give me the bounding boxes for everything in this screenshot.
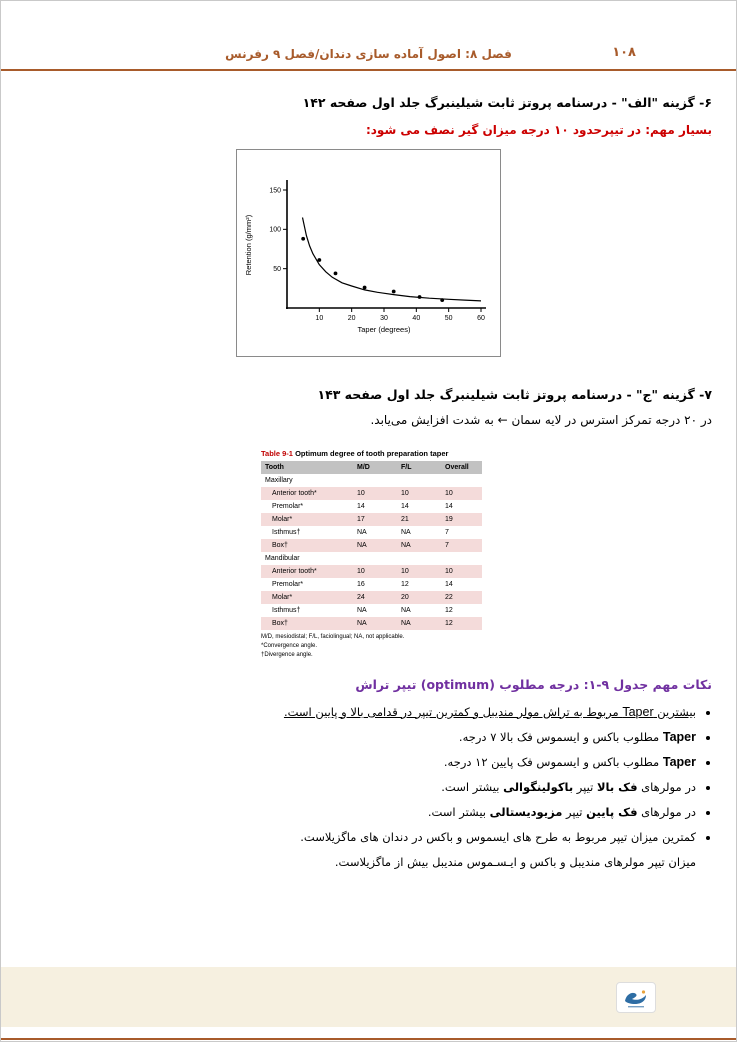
table-cell: 10 (397, 565, 441, 578)
note-segment: مربوط به تراش مولر مندیبل و کمترین تیپر در قدامی بالا و پایین است. (283, 704, 623, 719)
table-header-cell: M/D (353, 461, 397, 474)
table-cell: Box† (261, 539, 353, 552)
svg-text:60: 60 (477, 314, 485, 322)
table-cell: 19 (441, 513, 482, 526)
table-cell: 7 (445, 528, 449, 536)
bottom-rule (1, 1038, 736, 1040)
table-cell: 10 (353, 487, 397, 500)
table-cell: Isthmus† (272, 528, 301, 536)
svg-text:50: 50 (444, 314, 453, 322)
note-segment: مطلوب باکس و ایسموس فک پایین ۱۲ درجه. (443, 754, 663, 769)
table-row (261, 591, 482, 604)
table-cell: NA (401, 528, 411, 536)
note-item (25, 750, 696, 775)
notes-list (25, 700, 712, 875)
note-segment: بیشتر است. (441, 779, 504, 794)
table-footnote: †Divergence angle. (261, 652, 313, 659)
table-cell: 14 (445, 580, 453, 588)
table-row (261, 513, 482, 526)
table-cell: 10 (397, 487, 441, 500)
svg-text:150: 150 (269, 187, 281, 195)
notes-heading: نکات مهم جدول ۹-۱: درجه مطلوب (optimum) تیپر تراش (355, 676, 712, 692)
note-item (25, 825, 696, 850)
table-cell: NA (397, 617, 441, 630)
table-cell: 21 (397, 513, 441, 526)
svg-text:30: 30 (380, 314, 388, 322)
table-cell: NA (357, 606, 367, 614)
note-segment: تیپر (573, 779, 597, 794)
svg-text:Retention (g/mm²): Retention (g/mm²) (244, 214, 253, 276)
header-rule (1, 69, 736, 71)
table-cell: 10 (441, 565, 482, 578)
table-cell: Box† (261, 617, 353, 630)
table-cell: Anterior tooth* (261, 487, 353, 500)
table-cell: 12 (401, 580, 409, 588)
svg-text:100: 100 (269, 226, 281, 234)
note-segment: میزان تیپر مولرهای مندیبل و باکس و ایـسـموس مندیبل بیش از ماگزیلاست. (334, 854, 696, 869)
table-cell: 7 (441, 539, 482, 552)
item6-important-note: بسیار مهم: در تیپرحدود ۱۰ درجه میزان گیر نصف می شود: (365, 122, 712, 137)
taper-table (261, 461, 482, 630)
table-cell: Molar* (261, 513, 353, 526)
table-row (261, 604, 482, 617)
note-segment: کمترین میزان تیپر مربوط به طرح های ایسموس و باکس در دندان های ماگزیلاست. (300, 829, 696, 844)
table-row (261, 526, 482, 539)
table-header-cell: F/L (397, 461, 441, 474)
table-cell: Isthmus† (272, 606, 301, 614)
footer-band (1, 967, 736, 1027)
note-item (25, 725, 696, 750)
table-cell: Anterior tooth* (261, 565, 353, 578)
table-cell: 14 (357, 502, 365, 510)
svg-text:40: 40 (412, 314, 421, 322)
note-segment: فک بالا (596, 779, 638, 794)
item7-title: ۷- گزینه "ج" - درسنامه پروتز ثابت شیلینبرگ جلد اول صفحه ۱۴۳ (317, 386, 712, 402)
table-section-row (261, 552, 482, 565)
table-header-row (261, 461, 482, 474)
table-cell: 10 (441, 487, 482, 500)
note-segment: بیشتر است. (427, 804, 490, 819)
table-section-label: Mandibular (265, 554, 300, 562)
table-cell: Premolar* (272, 502, 304, 510)
svg-text:20: 20 (347, 314, 356, 322)
retention-chart-figure (236, 149, 501, 357)
item7-body: در ۲۰ درجه تمرکز استرس در لایه سمان ← به شدت افزایش می‌یابد. (370, 412, 712, 427)
table-cell: Molar* (261, 591, 353, 604)
table-row (261, 617, 482, 630)
table-caption-label: Table 9-1 (261, 448, 293, 458)
table-cell: 22 (441, 591, 482, 604)
note-segment: در مولرهای (637, 804, 696, 819)
table-cell: 10 (353, 565, 397, 578)
retention-chart-svg (237, 150, 500, 356)
publisher-logo-icon (619, 985, 653, 1011)
note-segment: مزیودیستالی (489, 804, 563, 819)
table-figure (261, 449, 482, 661)
note-item (25, 700, 696, 725)
publisher-logo (616, 982, 656, 1013)
table-section-row (261, 474, 482, 487)
table-caption-text: Optimum degree of tooth preparation taper (295, 448, 449, 458)
svg-text:50: 50 (273, 265, 281, 273)
svg-text:Taper (degrees): Taper (degrees) (357, 324, 411, 334)
note-segment: تیپر (562, 804, 587, 819)
note-segment: Taper (662, 754, 696, 769)
table-cell: NA (357, 528, 367, 536)
table-footnote: M/D, mesiodistal; F/L, faciolingual; NA, not applicable. (261, 633, 405, 640)
table-row (261, 487, 482, 500)
table-header-cell: Overall (441, 461, 482, 474)
note-segment: Taper (622, 704, 654, 719)
note-segment: مطلوب باکس و ایسموس فک بالا ۷ درجه. (458, 729, 663, 744)
table-footnotes (261, 633, 482, 661)
table-cell: 14 (445, 502, 453, 510)
note-segment: فک پایین (586, 804, 638, 819)
note-item (25, 775, 696, 800)
table-body (261, 474, 482, 630)
svg-text:10: 10 (315, 314, 324, 322)
note-item (25, 800, 696, 825)
page-number: ۱۰۸ (612, 45, 636, 60)
table-cell: Premolar* (272, 580, 304, 588)
table-section-label: Maxillary (265, 476, 293, 484)
note-segment: در مولرهای (637, 779, 696, 794)
table-cell: 24 (353, 591, 397, 604)
page-header (1, 1, 736, 69)
note-segment: Taper (662, 729, 696, 744)
table-row (261, 578, 482, 591)
page-content (1, 95, 736, 875)
table-row (261, 565, 482, 578)
table-caption (261, 449, 482, 458)
table-row (261, 539, 482, 552)
table-row (261, 500, 482, 513)
table-footnote: *Convergence angle. (261, 643, 318, 650)
table-cell: NA (401, 606, 411, 614)
chapter-title: فصل ۸: اصول آماده سازی دندان/فصل ۹ رفرنس (225, 47, 512, 61)
table-cell: NA (353, 617, 397, 630)
note-segment: بیشترین (653, 704, 696, 719)
table-cell: 20 (397, 591, 441, 604)
table-cell: 12 (445, 606, 453, 614)
table-cell: 12 (441, 617, 482, 630)
table-cell: 17 (353, 513, 397, 526)
note-segment: باکولینگوالی (503, 779, 574, 794)
table-cell: NA (397, 539, 441, 552)
table-cell: NA (353, 539, 397, 552)
table-cell: 16 (357, 580, 365, 588)
note-item (25, 850, 696, 875)
item6-title: ۶- گزینه "الف" - درسنامه پروتز ثابت شیلینبرگ جلد اول صفحه ۱۴۲ (302, 95, 712, 110)
table-cell: 14 (401, 502, 409, 510)
table-header-cell: Tooth (261, 461, 353, 474)
